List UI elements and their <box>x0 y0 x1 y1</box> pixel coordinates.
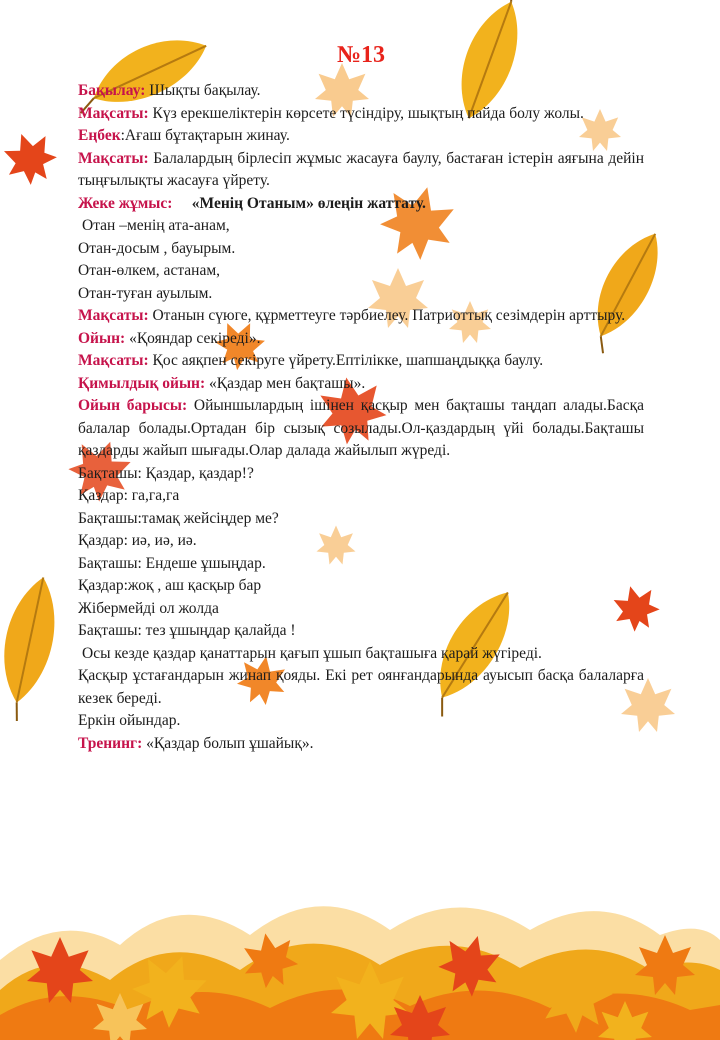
game-line <box>78 328 644 351</box>
goal-label: Мақсаты: <box>78 352 149 369</box>
poem-line: Отан –менің ата-анам, <box>82 217 230 234</box>
labor-goal-line <box>78 148 644 193</box>
poem-line: Отан-өлкем, астанам, <box>78 262 221 279</box>
active-game-line <box>78 373 644 396</box>
active-game-text: «Қаздар мен бақташы». <box>205 374 366 392</box>
dialogue-line: Бақташы:тамақ жейсіңдер ме? <box>78 509 279 527</box>
game-course-label: Ойын барысы: <box>78 397 188 414</box>
training-label: Тренинг: <box>78 734 143 752</box>
observation-goal-line <box>78 103 644 126</box>
observation-label: Бақылау: <box>78 82 146 99</box>
labor-label: Еңбек <box>78 127 121 144</box>
active-game-label: Қимылдық ойын: <box>78 374 206 392</box>
goal-text: Қос аяқпен секіруге үйрету.Ептілікке, шапшаңдыққа баулу. <box>148 352 544 369</box>
dialogue-line: Қаздар: га,га,га <box>78 487 180 504</box>
lesson-content <box>78 40 644 755</box>
training-text: «Қаздар болып ұшайық». <box>142 734 314 752</box>
goal-text: Күз ерекшеліктерін көрсете түсіндіру, шықтың пайда болу жолы. <box>148 104 584 122</box>
training-line <box>78 733 644 756</box>
dialogue-line: Қаздар:жоқ , аш қасқыр бар <box>78 577 262 594</box>
individual-goal-line <box>78 305 644 328</box>
paragraph: Қасқыр ұстағандарын жинап қояды. Екі рет оянғандарында ауысып басқа балаларға кезек береді. <box>78 667 644 707</box>
individual-work-label: Жеке жұмыс: <box>78 194 173 212</box>
observation-line <box>78 80 644 103</box>
individual-work-line <box>78 193 644 216</box>
dialogue-line: Бақташы: тез ұшыңдар қалайда ! <box>78 622 296 639</box>
observation-text: Шықты бақылау. <box>145 82 261 99</box>
goal-label: Мақсаты: <box>78 149 149 167</box>
yellow-leaf-icon <box>0 572 65 724</box>
game-label: Ойын: <box>78 329 126 347</box>
dialogue-line: Қаздар: иә, иә, иә. <box>78 532 197 549</box>
goal-text: Балалардың бірлесіп жұмыс жасауға баулу, бастаған істерін аяғына дейін тыңғылықты жасауға үйрету. <box>78 149 644 189</box>
dialogue-line: Бақташы: Ендеше ұшыңдар. <box>78 554 266 572</box>
poem-line: Отан-туған ауылым. <box>78 284 213 302</box>
game-goal-line <box>78 350 644 373</box>
dialogue-line: Жібермейді ол жолда <box>78 599 219 617</box>
paragraph: Осы кезде қаздар қанаттарын қағып ұшып бақташыға қарай жүгіреді. <box>82 644 542 662</box>
game-course-text: Ойыншылардың ішінен қасқыр мен бақташы таңдап алады.Басқа балалар болады.Ортадан бір сызық созылады.Ол-қаздардың үйі болады.Бақташы қаздарды жайып шығады.Олар далада жайылып жүреді. <box>78 397 644 459</box>
game-text: «Қояндар секіреді». <box>125 329 261 347</box>
autumn-leaf-pile-decoration <box>0 850 720 1040</box>
labor-text: :Ағаш бұтақтарын жинау. <box>120 127 290 144</box>
game-course-line <box>78 395 644 463</box>
paragraph: Еркін ойындар. <box>78 712 181 729</box>
labor-line <box>78 125 644 148</box>
goal-label: Мақсаты: <box>78 307 149 324</box>
page-title: №13 <box>336 42 386 68</box>
individual-work-text: «Менің Отаным» өлеңін жаттату. <box>191 194 426 212</box>
goal-text: Отанын сүюге, құрметтеуге тәрбиелеу. Патриоттық сезімдерін арттыру. <box>148 307 626 324</box>
goal-label: Мақсаты: <box>78 104 149 122</box>
dialogue-line: Бақташы: Қаздар, қаздар!? <box>78 464 254 482</box>
maple-leaf-icon <box>0 125 63 190</box>
poem-line: Отан-досым , бауырым. <box>78 239 236 257</box>
